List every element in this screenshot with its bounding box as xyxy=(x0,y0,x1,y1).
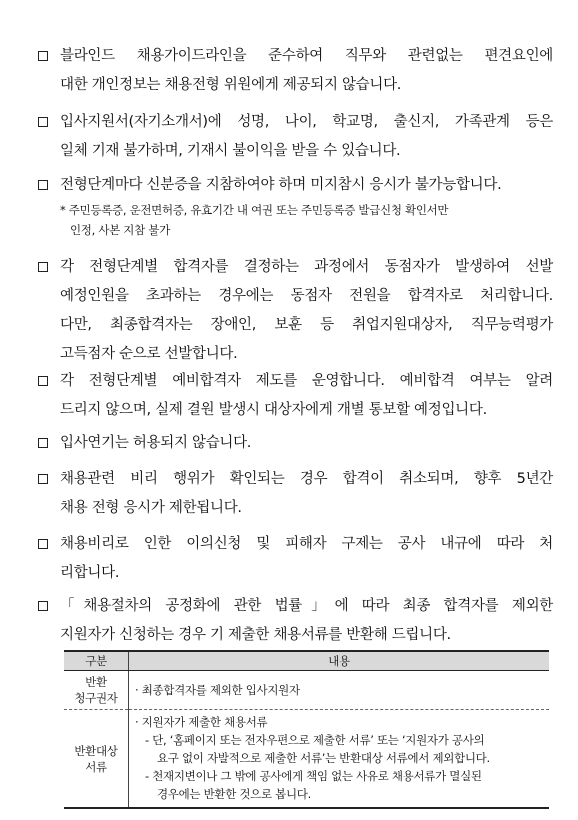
id-card-footnote xyxy=(60,200,560,240)
row-label-claimant xyxy=(64,671,129,710)
checkbox-square-icon xyxy=(38,180,48,190)
item-text-line: 입사지원서(자기소개서)에 성명, 나이, 학교명, 출신지, 가족관계 등은 xyxy=(60,114,553,130)
item-text-line: 채용관련 비리 행위가 확인되는 경우 합격이 취소되며, 향후 5년간 xyxy=(60,471,553,487)
content-line: - 단, ‘홈페이지 또는 전자우편으로 제출한 서류’ 또는 ‘지원자가 공사의 xyxy=(145,733,485,747)
notice-item-id-card xyxy=(38,171,553,200)
row-content-claimant: · 최종합격자를 제외한 입사지원자 xyxy=(129,671,550,710)
row-label-line: 반환대상 xyxy=(74,743,118,758)
item-text-line: 블라인드 채용가이드라인을 준수하여 직무와 관련없는 편견요인에 xyxy=(60,48,553,64)
document-return-table xyxy=(64,650,549,809)
row-content-documents xyxy=(129,710,550,809)
row-label-line: 서류 xyxy=(85,759,107,774)
notice-item-application-form xyxy=(38,108,553,166)
checkbox-square-icon xyxy=(38,117,48,127)
notice-item-misconduct xyxy=(38,465,553,523)
checkbox-square-icon xyxy=(38,438,48,448)
table-header-category: 구분 xyxy=(64,651,129,671)
notice-item-privacy xyxy=(38,42,553,100)
content-line: 요구 없이 자발적으로 제출한 서류’는 반환대상 서류에서 제외합니다. xyxy=(157,751,490,765)
item-text-line: 입사연기는 허용되지 않습니다. xyxy=(60,435,252,451)
item-text-line: 각 전형단계별 합격자를 결정하는 과정에서 동점자가 발생하여 선발 xyxy=(60,259,553,275)
item-text-line: 드리지 않으며, 실제 결원 발생시 대상자에게 개별 통보할 예정입니다. xyxy=(60,402,487,418)
content-line: - 천재지변이나 그 밖에 공사에게 책임 없는 사유로 채용서류가 멸실된 xyxy=(145,769,482,783)
checkbox-square-icon xyxy=(38,539,48,549)
item-text-line: 다만, 최종합격자는 장애인, 보훈 등 취업지원대상자, 직무능력평가 xyxy=(60,317,553,333)
item-text-line: 각 전형단계별 예비합격자 제도를 운영합니다. 예비합격 여부는 알려 xyxy=(60,373,553,389)
table-header-row xyxy=(64,651,549,671)
item-text-line: 전형단계마다 신분증을 지참하여야 하며 미지참시 응시가 불가능합니다. xyxy=(60,177,502,193)
item-text-line: 일체 기재 불가하며, 기재시 불이익을 받을 수 있습니다. xyxy=(60,143,401,159)
item-text-line: 지원자가 신청하는 경우 기 제출한 채용서류를 반환해 드립니다. xyxy=(60,627,451,643)
checkbox-square-icon xyxy=(38,51,48,61)
content-line: 경우에는 반환한 것으로 봅니다. xyxy=(157,787,311,801)
item-text-line: 예정인원을 초과하는 경우에는 동점자 전원을 합격자로 처리합니다. xyxy=(60,288,553,304)
footnote-line: 인정, 사본 지참 불가 xyxy=(70,223,170,237)
notice-item-tie-handling xyxy=(38,253,553,369)
content-line: · 지원자가 제출한 채용서류 xyxy=(135,715,268,729)
row-label-line: 청구권자 xyxy=(74,691,118,705)
table-header-content: 내용 xyxy=(129,651,550,671)
checkbox-square-icon xyxy=(38,262,48,272)
row-label-line: 반환 xyxy=(85,675,107,689)
notice-item-deferral xyxy=(38,429,553,458)
item-text-line: 리합니다. xyxy=(60,565,120,581)
footnote-line: * 주민등록증, 운전면허증, 유효기간 내 여권 또는 주민등록증 발급신청 확인서만 xyxy=(60,203,449,217)
item-text-line: 「채용절차의 공정화에 관한 법률」에 따라 최종 합격자를 제외한 xyxy=(60,598,553,614)
notice-item-reserve-candidates xyxy=(38,367,553,425)
row-label-documents xyxy=(64,710,129,809)
notice-item-document-return xyxy=(38,592,553,650)
item-text-line: 채용 전형 응시가 제한됩니다. xyxy=(60,500,242,516)
checkbox-square-icon xyxy=(38,474,48,484)
table-row xyxy=(64,710,549,809)
item-text-line: 고득점자 순으로 선발합니다. xyxy=(60,346,238,362)
checkbox-square-icon xyxy=(38,376,48,386)
item-text-line: 대한 개인정보는 채용전형 위원에게 제공되지 않습니다. xyxy=(60,77,402,93)
notice-item-objection xyxy=(38,530,553,588)
table-row xyxy=(64,671,549,710)
item-text-line: 채용비리로 인한 이의신청 및 피해자 구제는 공사 내규에 따라 처 xyxy=(60,536,553,552)
checkbox-square-icon xyxy=(38,601,48,611)
